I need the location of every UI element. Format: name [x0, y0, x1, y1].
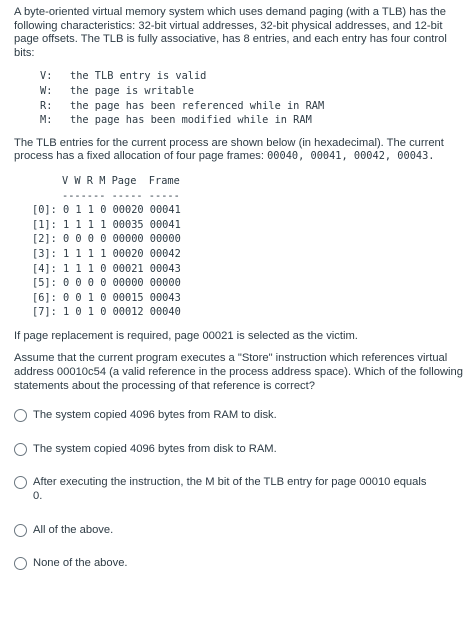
intro-paragraph: A byte-oriented virtual memory system which uses demand paging (with a TLB) has the following characteristics: 32-bit virtual addresses, 32-bit physical addresses, and 12-bit page offsets. The TLB is fully associative, has 8 entries, and each entry has four control bits:: [14, 6, 447, 59]
tlb-description: The TLB entries for the current process are shown below (in hexadecimal). The current process has a fixed allocation of four page frames: 00040, 00041, 00042, 00043.: [14, 136, 444, 163]
tlb-row: [0]: 0 1 1 0 00020 00041: [32, 204, 181, 217]
victim-statement: If page replacement is required, page 00021 is selected as the victim.: [14, 329, 358, 342]
answer-options: [14, 409, 466, 571]
option-label: All of the above.: [33, 523, 114, 536]
option-label: The system copied 4096 bytes from RAM to disk.: [33, 409, 277, 422]
radio-button[interactable]: [14, 409, 27, 422]
answer-option[interactable]: [14, 476, 466, 503]
tlb-row: [5]: 0 0 0 0 00000 00000: [32, 277, 181, 290]
control-bits-list: [40, 69, 466, 127]
control-bit-w: W: the page is writable: [40, 84, 194, 97]
answer-option[interactable]: [14, 557, 466, 571]
control-bit-r: R: the page has been referenced while in RAM: [40, 99, 325, 112]
radio-button[interactable]: [14, 443, 27, 456]
tlb-table-rule: ------- ----- -----: [62, 189, 180, 202]
radio-button[interactable]: [14, 524, 27, 537]
tlb-table: [32, 174, 466, 320]
answer-option[interactable]: [14, 409, 466, 423]
control-bit-v: V: the TLB entry is valid: [40, 70, 207, 83]
tlb-row: [6]: 0 0 1 0 00015 00043: [32, 291, 181, 304]
tlb-row: [2]: 0 0 0 0 00000 00000: [32, 233, 181, 246]
tlb-row: [4]: 1 1 1 0 00021 00043: [32, 262, 181, 275]
answer-option[interactable]: [14, 524, 466, 538]
option-label: None of the above.: [33, 557, 128, 570]
frame-list: 00040, 00041, 00042, 00043.: [267, 150, 435, 163]
tlb-row: [3]: 1 1 1 1 00020 00042: [32, 247, 181, 260]
radio-button[interactable]: [14, 557, 27, 570]
question-text: Assume that the current program executes a "Store" instruction which references virtual address 00010c54 (a valid reference in the process address space). Which of the following statements about the processing of that reference is correct?: [14, 352, 463, 392]
tlb-table-header: V W R M Page Frame: [62, 174, 180, 187]
control-bit-m: M: the page has been modified while in RAM: [40, 114, 312, 127]
option-label: The system copied 4096 bytes from disk to RAM.: [33, 442, 277, 455]
radio-button[interactable]: [14, 476, 27, 489]
option-label: After executing the instruction, the M bit of the TLB entry for page 00010 equals 0.: [33, 476, 427, 503]
tlb-row: [7]: 1 0 1 0 00012 00040: [32, 306, 181, 319]
answer-option[interactable]: [14, 443, 466, 457]
tlb-row: [1]: 1 1 1 1 00035 00041: [32, 218, 181, 231]
